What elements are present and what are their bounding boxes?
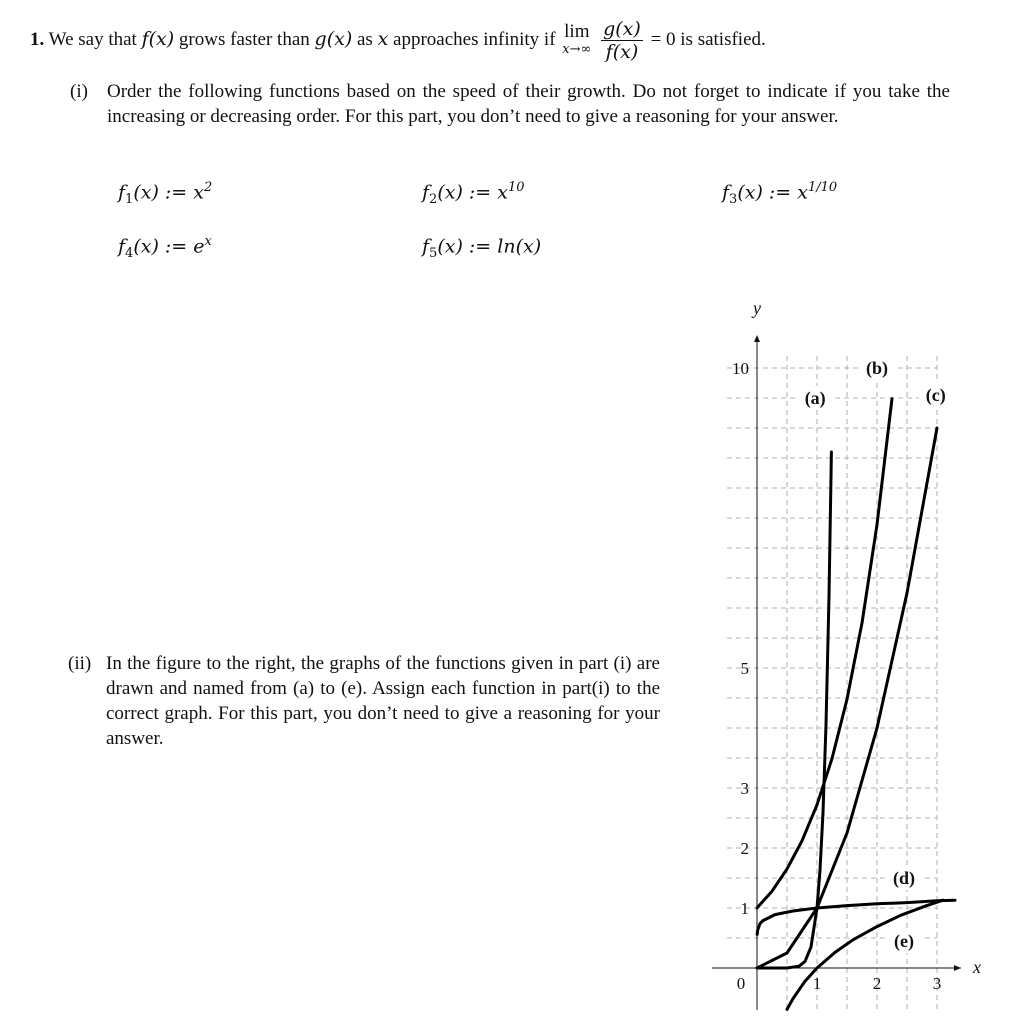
- part-i-label: (i): [70, 81, 88, 102]
- curve-label: (a): [804, 388, 826, 408]
- x-tick-label: 3: [932, 974, 942, 993]
- x-tick-label: 2: [872, 974, 882, 993]
- x-axis-arrow: [954, 965, 961, 971]
- y-axis-arrow: [754, 335, 760, 342]
- x-variable: x: [377, 27, 389, 50]
- function-f3: $f_3(x)$ := $x^{1/10}$: [722, 180, 838, 208]
- axes: [712, 335, 961, 1010]
- function-f2: $f_2(x)$ := $x^{10}$: [422, 180, 525, 208]
- x-tick-label: 1: [812, 974, 822, 993]
- y-tick-label: 2: [740, 839, 749, 858]
- intro-text: We say that: [48, 28, 137, 50]
- curve-b: [757, 399, 892, 908]
- y-tick-label: 1: [740, 899, 749, 918]
- fraction-numerator: g(x): [603, 18, 641, 40]
- curve-label: (b): [866, 358, 888, 378]
- curve-label: (c): [925, 385, 946, 405]
- curve-label: (e): [894, 931, 914, 951]
- limit-expression: [562, 20, 592, 59]
- y-axis-label: y: [753, 298, 761, 318]
- approaches-text: approaches infinity if: [393, 28, 556, 50]
- part-ii-label: (ii): [68, 653, 92, 674]
- f-of-x: f(x): [141, 27, 175, 50]
- fraction-denominator: f(x): [605, 41, 639, 63]
- part-i: [70, 79, 950, 129]
- satisfied-text: = 0 is satisfied.: [650, 28, 766, 50]
- as-text: as: [356, 28, 373, 50]
- function-f4: $f_4(x)$ := $e^x$: [118, 234, 212, 262]
- x-tick-label: 0: [736, 974, 746, 993]
- g-of-x: g(x): [314, 27, 353, 50]
- curve-a: [757, 452, 831, 968]
- y-tick-label: 3: [740, 779, 749, 798]
- grows-faster-text: grows faster than: [178, 28, 310, 50]
- problem-statement: [30, 18, 766, 63]
- function-f1: $f_1(x)$ := $x^2$: [118, 180, 213, 208]
- lim-subscript: x→∞: [562, 41, 592, 57]
- fraction: [601, 18, 643, 63]
- function-graph: [700, 298, 1000, 1021]
- lim-label: lim: [564, 20, 590, 42]
- part-ii: [68, 651, 660, 751]
- problem-number: 1.: [30, 28, 45, 50]
- part-i-text: Order the following functions based on the speed of their growth. Do not forget to indicate if you take the increasing or decreasing order. For this part, you don’t need to give a reasoning for your answer.: [107, 81, 950, 127]
- y-tick-label: 5: [740, 659, 749, 678]
- x-axis-label: x: [973, 957, 981, 977]
- part-ii-text: In the figure to the right, the graphs of the functions given in part (i) are drawn and named from (a) to (e). Assign each function in part(i) to the correct graph. For this part, you don’t need to give a reasoning for your answer.: [106, 653, 660, 749]
- y-tick-label: 10: [732, 359, 749, 378]
- function-f5: $f_5(x)$ := ln(x): [422, 235, 542, 262]
- curve-label: (d): [893, 868, 915, 888]
